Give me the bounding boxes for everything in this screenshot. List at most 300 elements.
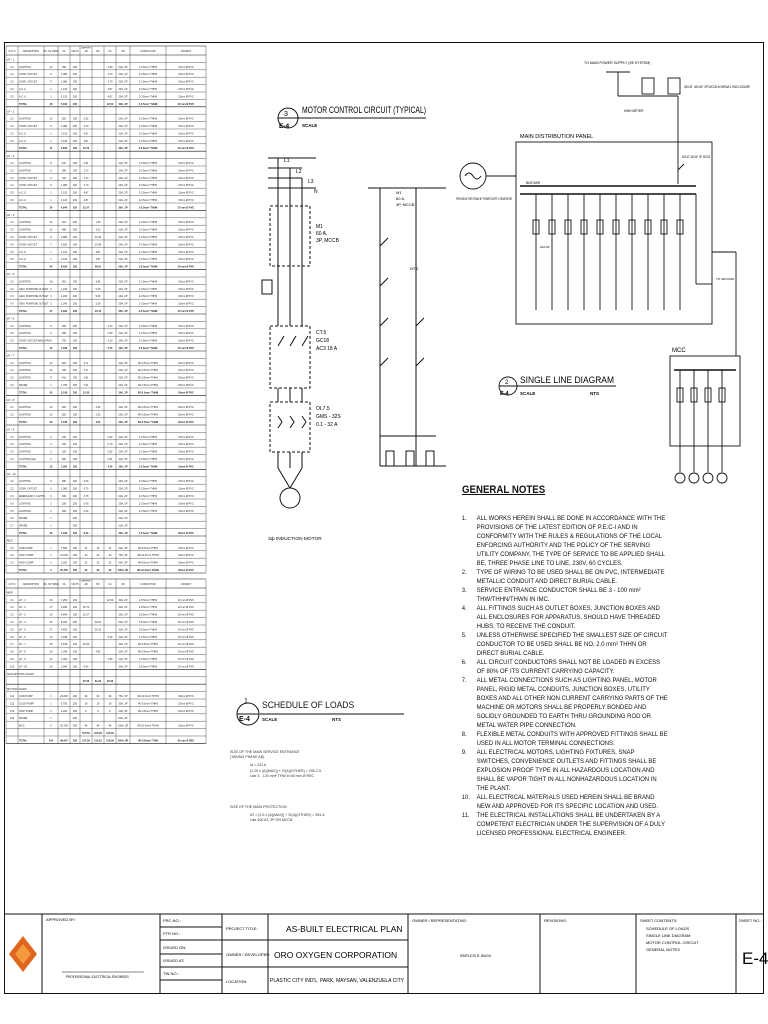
calc-note: (TAKING PHASE AB) [230,755,265,760]
schedule-row-cell: 2-3.5mm² THHN [138,443,158,447]
schedule-row-cell: 1.13 [107,324,113,328]
summary-row-cell: 230 [72,658,78,661]
schedule-total-row-cell: - [97,465,99,469]
schedule-of-loads-table [6,44,206,904]
schedule-row-cell: 20A, 2P [118,384,128,387]
schedule-total-row-cell: 26 [49,206,53,210]
schedule-header-cell: AB [84,51,88,53]
schedule-total-row-cell: 5,180 [60,102,68,106]
schedule-row-cell: 4 [50,332,52,336]
schedule-row-cell: C3 [10,80,14,84]
schedule-total-row-cell: 8.43 [83,532,89,535]
schedule-total-row-cell: 230 [72,347,78,350]
schedule-row-cell: C5 [10,250,14,254]
schedule-total-row-cell: 20,700 [60,569,68,572]
schedule-group-label: LP - 10 [7,473,16,476]
schedule-row-cell: 2-3.5mm² THHN [138,73,158,77]
schedule-row-cell: 15mm Ø PVC [178,199,194,202]
schedule-row-cell: 15mm Ø PVC [178,339,194,343]
schedule-row-cell: C2 [10,487,14,491]
schedule-total-row-cell: 230 [72,465,78,469]
schedule-row-cell: 4.70 [83,487,89,491]
schedule-header-cell: AB [84,584,88,586]
schedule-row-cell: 1,120 [60,199,68,202]
schedule-row-cell: 15mm Ø PVC [178,162,194,165]
schedule-scale-label: SCALE [262,717,278,722]
schedule-total-row-cell: 2-3.5mm² THHN [138,347,158,350]
schedule-row-cell: 2.71 [83,361,89,365]
schedule-total-row-cell: 20A, 2P [118,347,128,350]
summary-motor-row-cell: C13 [9,709,15,713]
schedule-row-cell: GEN. PURPOSE OUTLET [19,287,49,291]
schedule-row-cell: 20A, 2P [118,480,128,484]
schedule-row-cell: 20A, 2P [118,361,128,365]
schedule-total-row-cell: 20A, 2P [118,465,128,469]
schedule-row-cell: SPARE [19,517,28,521]
schedule-row-cell: CONV. OUTLET [19,80,38,84]
schedule-row-cell: 40 [96,554,100,558]
schedule-row-cell: 1,120 [60,258,68,262]
summary-row-cell: 12 [49,658,53,661]
summary-row-cell: 230 [72,635,78,639]
schedule-row-cell: 1 [50,132,52,136]
schedule-row-cell: C4 [10,139,14,143]
summary-motor-row-cell: C14 [9,717,15,721]
schedule-total-row-cell: 4,630 [60,310,68,313]
schedule-row-cell: 20A, 2P [118,228,128,232]
schedule-row-cell: 230 [72,413,78,417]
schedule-row-cell: 1.81 [83,162,89,165]
general-note-number: 3. [461,587,467,594]
schedule-title: SCHEDULE OF LOADS [262,700,355,711]
schedule-row-cell: 4.87 [107,95,113,99]
schedule-row-cell: 22 [96,546,100,550]
schedule-row-cell: A.C.U. [19,95,27,99]
schedule-total-row-cell: TOTAL [19,206,28,210]
schedule-row-cell: 230 [72,184,78,188]
schedule-total-row-cell: TOTAL [19,532,28,535]
schedule-total-row-cell: 30A, 2P [118,102,128,106]
schedule-row-cell: 20A, 2P [118,243,128,247]
schedule-row-cell: 1,120 [60,95,68,99]
schedule-row-cell: C1 [10,361,14,365]
schedule-row-cell: 20A, 2P [118,487,128,491]
summary-motor-row-cell: 230 [72,702,78,706]
general-note-number: 5. [461,632,467,639]
schedule-row-cell: 2-3.5mm² THHN [138,125,158,128]
summary-motor-row-cell: MCC [19,724,25,728]
schedule-total-row-cell: TOTAL [19,310,28,313]
schedule-row-cell: 2,200 [60,561,68,565]
summary-motor-row-cell: 230 [72,717,78,721]
summary-motor-sub-row-cell: 155.50 [82,732,90,735]
schedule-row-cell: 3.96 [95,280,101,284]
schedule-row-cell: 12 [49,361,53,365]
schedule-total-row-cell: 15 mm Ø PVC [177,347,195,350]
schedule-header-cell: CKT. # [8,51,16,53]
general-note-item [458,793,668,811]
schedule-row-cell: 1 [50,524,52,528]
calc-note: Use 400 AT, 3P ON MCCB [250,818,293,823]
schedule-row-cell: 4D-3.5mm² THHN [137,361,159,365]
schedule-row-cell: 20A, 2P [118,495,128,498]
schedule-row-cell: 1,240 [60,287,68,291]
summary-row-cell: 50A, 2P [118,621,128,624]
schedule-row-cell: 4.87 [83,191,89,195]
general-note-item [458,658,668,676]
schedule-header-cell: DESCRIPTION [23,51,39,53]
schedule-ampere-label: AMPERE [81,580,91,583]
schedule-header-cell: CB [121,584,125,586]
summary-row-cell: 1,940 [60,665,68,669]
schedule-header-cell: BC [96,51,100,53]
sld-scale-value: NTS [590,391,599,396]
schedule-row-cell: 1,080 [60,184,68,188]
summary-motor-row-cell: C12 [9,702,15,706]
summary-motor-row-cell: LOW PUMP [19,695,33,698]
summary-row-cell: LP - 3 [19,613,26,617]
schedule-header-cell: BC [96,584,100,586]
summary-total-row-cell: 344 [48,739,54,743]
schedule-group-label: LP - 6 [7,317,15,321]
schedule-row-cell: LIGHTING [19,332,31,336]
schedule-total-row-cell: 4D-22.0mm² THHN [137,569,159,572]
schedule-row-cell: 5 [50,125,52,128]
schedule-row-cell: C5 [10,95,14,99]
summary-motor-sub-row-cell: 155.26 [94,732,102,735]
summary-total-row-cell: 4D-125mm² THW [138,739,158,743]
bus-label: BUS BAR [526,181,540,185]
schedule-row-cell: 15mm Ø PVC [178,458,194,461]
schedule-header-cell: VOLTS [71,584,79,586]
schedule-total-row-cell: 94 [84,569,88,572]
contactor-label: AC3 18 A [316,346,338,352]
schedule-row-cell: C3 [10,132,14,136]
summary-row-cell: 4,630 [60,628,68,632]
summary-row-cell: 1,000 [60,658,68,661]
summary-total-row-cell: TOTAL [19,739,28,743]
schedule-row-cell: 4D-8.0mm² THHN [137,546,159,550]
schedule-row-cell: 1 [50,139,52,143]
schedule-row-cell: 1,120 [60,132,68,136]
schedule-total-row-cell: 20 mm Ø PVC [177,265,195,269]
schedule-row-cell: 2-3.5mm² THHN [138,169,158,173]
summary-row-cell: 27 [49,628,53,632]
schedule-row-cell: C2 [10,369,14,373]
schedule-total-row-cell: 100A, 3P [117,569,129,572]
schedule-row-cell: 10 [49,117,53,121]
schedule-total-row-cell: TOTAL [19,391,28,395]
schedule-row-cell: 15mm Ø PVC [178,132,194,136]
schedule-row-cell: 20mm Ø PVC [178,369,194,373]
schedule-row-cell: C4 [10,302,14,306]
schedule-row-cell: 20A, 2P [118,176,128,180]
summary-row-cell: C4 [10,621,14,624]
schedule-row-cell: 2,520 [60,243,68,247]
summary-row-cell: 2-8.0mm² THHN [138,621,158,624]
schedule-row-cell: 2-3.5mm² THHN [138,184,158,188]
schedule-row-cell: C4 [10,502,14,506]
schedule-row-cell: 3 [50,450,52,454]
schedule-total-row-cell: 20 mm Ø PVC [177,206,195,210]
summary-motor-row-cell: 60A, 3P [118,717,128,721]
schedule-row-cell: 2-3.5mm² THHN [138,339,158,343]
schedule-row-cell: 20A, 2P [118,450,128,454]
ctrl-label: NTS [410,266,418,271]
schedule-row-cell: 6 [50,487,52,491]
summary-row-cell: 30A, 2P [118,613,128,617]
summary-row-cell: 4.52 [95,650,101,654]
schedule-row-cell: C6 [10,517,14,521]
schedule-total-row-cell: 20 mm Ø PVC [177,310,195,313]
general-note-item [458,730,668,748]
schedule-row-cell: 230 [72,524,78,528]
schedule-row-cell: LIGHTING [19,117,31,121]
schedule-row-cell: 230 [72,517,78,521]
summary-sub-row-cell: 32.03 [106,680,114,684]
schedule-row-cell: C3 [10,236,14,239]
summary-row-cell: 4,846 [60,613,68,617]
kwh-note: KWH METER [624,109,644,113]
schedule-row-cell: LIGHTING [19,162,31,165]
schedule-row-cell: C1 [10,480,14,484]
schedule-row-cell: C2 [10,554,14,558]
schedule-row-cell: 20A, 2P [118,221,128,225]
schedule-group-label: MCC [7,539,14,543]
summary-row-cell: 20 mm Ø PVC [177,650,195,654]
schedule-row-cell: 2-3.5mm² THHN [138,250,158,254]
schedule-row-cell: 230 [72,169,78,173]
schedule-row-cell: 8 [50,236,52,239]
schedule-row-cell: 2-3.5mm² THHN [138,280,158,284]
schedule-row-cell: 1 [50,258,52,262]
issued-on-label: ISSUED ON: [163,945,187,950]
schedule-total-row-cell: TOTAL [19,265,28,269]
schedule-row-cell: LIGHTING [19,221,31,225]
schedule-row-cell: 15mm Ø PVC [178,487,194,491]
schedule-row-cell: 6 [50,73,52,77]
schedule-row-cell: LIGHTING [19,480,31,484]
schedule-row-cell: 22 [84,546,88,550]
schedule-row-cell: 20A, 2P [118,502,128,506]
schedule-header-cell: CA [108,584,112,586]
schedule-row-cell: 11,000 [60,554,68,558]
schedule-row-cell: 4D-3.5mm² THHN [137,384,159,387]
summary-row-cell: 43 [49,621,53,624]
schedule-row-cell: 20A, 2P [118,369,128,373]
schedule-row-cell: 32 [84,561,88,565]
summary-row-cell: 2-3.5mm² THHN [138,658,158,661]
summary-motor-row-cell: 5,700 [60,702,68,706]
general-note-text: UNLESS OTHERWISE SPECIFIED THE SMALLEST SIZE OF CIRCUIT CONDUCTOR TO BE USED SHALL BE NO. 2.0 mm² THHN OR DIRECT BURIAL CABLE. [476,632,668,657]
schedule-total-row-cell: 230 [72,147,78,151]
summary-row-cell: 26 [49,665,53,669]
schedule-row-cell: 15mm Ø PVC [178,243,194,247]
summary-row-cell: 8,420 [60,621,68,624]
owner-rep-label: OWNER / REPRESENTATIVE: [412,918,468,923]
schedule-total-row-cell: 1,940 [60,532,68,535]
schedule-row-cell: 3 [50,435,52,439]
line-label: N [314,189,318,195]
schedule-row-cell: 15mm Ø PVC [178,287,194,291]
schedule-row-cell: 1,120 [60,250,68,254]
schedule-row-cell: 520 [61,413,67,417]
schedule-total-row-cell: - [85,265,87,269]
summary-row-cell: 5.16 [107,635,113,639]
schedule-row-cell: 1 [50,554,52,558]
schedule-row-cell: 15mm Ø PVC [178,324,194,328]
schedule-total-row-cell: 21.07 [82,206,90,210]
schedule-tag-sheet: E-4 [239,716,250,723]
schedule-group-label: LP - 2 [7,110,15,114]
schedule-row-cell: 4.70 [83,125,89,128]
schedule-row-cell: 20A, 2P [118,413,128,417]
schedule-row-cell: 208 [61,332,67,336]
summary-row-cell: 4D-3.5mm² THHN [137,650,159,654]
general-note-item [458,604,668,631]
schedule-row-cell: 5.39 [95,302,101,306]
summary-motor-row-cell: 4D-5.5mm² THHN [137,702,159,706]
schedule-row-cell: SPARE [19,384,28,387]
schedule-total-row-cell: 20A, 2P [118,421,128,424]
schedule-total-row-cell: 4D-5.5mm² THHN [137,391,159,395]
schedule-total-row-cell: 30A, 2P [118,147,128,151]
schedule-row-cell: 15mm Ø PVC [178,450,194,454]
schedule-total-row-cell: 2-5.5mm² THHN [138,310,158,313]
schedule-row-cell: 2-3.5mm² THHN [138,117,158,121]
schedule-row-cell: 2.03 [95,228,101,232]
schedule-row-cell: 120 [61,450,67,454]
schedule-scale-value: NTS [332,717,341,722]
schedule-row-cell: 2-3.5mm² THHN [138,95,158,99]
schedule-total-row-cell: TOTAL [19,347,28,350]
schedule-row-cell: 32 [96,561,100,565]
schedule-ampere-label: AMPERE [81,47,91,50]
schedule-total-row-cell: 17 [49,147,53,151]
schedule-total-row-cell: 16.70 [82,147,90,151]
schedule-row-cell: 14 [49,221,53,225]
schedule-row-cell: 2.61 [107,458,113,461]
summary-row-cell: C7 [10,643,14,647]
schedule-row-cell: 4D-3.5mm² THHN [137,376,159,380]
schedule-group-label: LP - 9 [7,428,15,432]
schedule-total-row-cell: 230 [72,265,78,269]
summary-row-cell: C1 [10,598,14,602]
schedule-row-cell: 230 [72,199,78,202]
single-line-diagram [456,52,756,502]
summary-motor-row-cell: 94 [84,724,88,728]
schedule-row-cell: C4 [10,243,14,247]
schedule-total-row-cell: 30A, 2P [118,391,128,395]
schedule-row-cell: 230 [72,80,78,84]
schedule-row-cell: 230 [72,554,78,558]
summary-row-cell: 20 mm Ø PVC [177,628,195,632]
schedule-total-row-cell: 94 [108,569,112,572]
schedule-row-cell: 2-3.5mm² THHN [138,243,158,247]
summary-row-cell: 3,518 [60,643,68,647]
schedule-row-cell: 15mm Ø PVC [178,169,194,173]
schedule-row-cell: 2-3.5mm² THHN [138,88,158,91]
schedule-row-cell: LIGHTING [19,369,31,373]
schedule-row-cell: 12 [49,65,53,69]
schedule-row-cell: 230 [72,191,78,195]
schedule-total-row-cell: 2-5.5mm² THHN [138,147,158,151]
breaker-label: 60 A, [316,231,328,237]
summary-row-cell: 30A, 2P [118,598,128,602]
general-note-number: 11. [461,812,470,819]
schedule-group-label: LP - 8 [7,399,15,402]
summary-motor-row-cell: 16 [84,702,88,706]
summary-row-cell: LP - 1 [19,598,26,602]
schedule-row-cell: 230 [72,132,78,136]
summary-motor-row-cell: 6 [97,709,99,713]
schedule-row-cell: 22 [108,546,112,550]
ground-label: TO GROUND [716,277,735,281]
schedule-group-label: NON-MOTOR LOADS [7,673,34,676]
location: PLASTIC CITY IND'L. PARK, MAYSAN, VALENZUELA CITY [270,978,405,984]
schedule-total-row-cell: 20mm Ø PVC [178,391,194,395]
schedule-row-cell: 10 [49,406,53,410]
schedule-row-cell: 230 [72,287,78,291]
summary-motor-row-cell: 30A, 3P [118,702,128,706]
schedule-row-cell: 1 [50,95,52,99]
schedule-row-cell: 520 [61,117,67,121]
schedule-row-cell: C3 [10,339,14,343]
schedule-total-row-cell: 15.30 [82,391,90,395]
schedule-row-cell: 20A, 2P [118,280,128,284]
calc-note: Use 4 - 125 mm² THW in 65 mm Ø RSC [250,773,315,778]
schedule-row-cell: 8 [50,376,52,380]
sheet-content-item: GENERAL NOTES [646,947,680,952]
schedule-row-cell: 2.26 [95,406,101,410]
line-label: L2 [296,169,302,175]
schedule-row-cell: 230 [72,509,78,513]
summary-sub-row-cell: 61.50 [82,680,90,684]
summary-row-cell: 7,253 [60,598,68,602]
schedule-row-cell: 40 [108,554,112,558]
schedule-row-cell: 1,240 [60,302,68,306]
schedule-total-row-cell: 35 [49,391,53,395]
schedule-row-cell: GEN. PURPOSE OUTLET [19,295,49,299]
summary-row-cell: 1,188 [60,635,68,639]
schedule-total-row-cell: - [85,310,87,313]
summary-motor-row-cell: 230 [72,709,78,713]
schedule-row-cell: CONV. OUTLET [19,176,38,180]
schedule-row-cell: 3 [50,287,52,291]
schedule-row-cell: 230 [72,302,78,306]
summary-row-cell: 230 [72,643,78,647]
summary-row-cell: 230 [72,650,78,654]
schedule-row-cell: C3 [10,450,14,454]
schedule-row-cell: 60A, 3P [118,561,128,565]
schedule-total-row-cell: 2-8.0mm² THHN [138,265,158,269]
schedule-total-row-cell: - [109,391,111,395]
sld-tag-sheet: E-4 [500,391,509,397]
schedule-total-row-cell: - [109,421,111,424]
summary-row-cell: 20 mm Ø PVC [177,665,195,669]
schedule-row-cell: 230 [72,487,78,491]
schedule-row-cell: LIGHTING [19,169,31,173]
schedule-row-cell: 20A, 2P [118,406,128,410]
schedule-row-cell: 230 [72,139,78,143]
schedule-row-cell: 2.09 [83,480,89,484]
schedule-row-cell: C2 [10,443,14,447]
schedule-group-label: LP - 7 [7,354,15,358]
summary-total-row-cell: 250A, 3P [117,739,129,743]
schedule-total-row-cell: - [85,102,87,106]
summary-motor-row-cell: 94 [84,695,88,698]
schedule-row-cell: 100 [61,502,67,506]
